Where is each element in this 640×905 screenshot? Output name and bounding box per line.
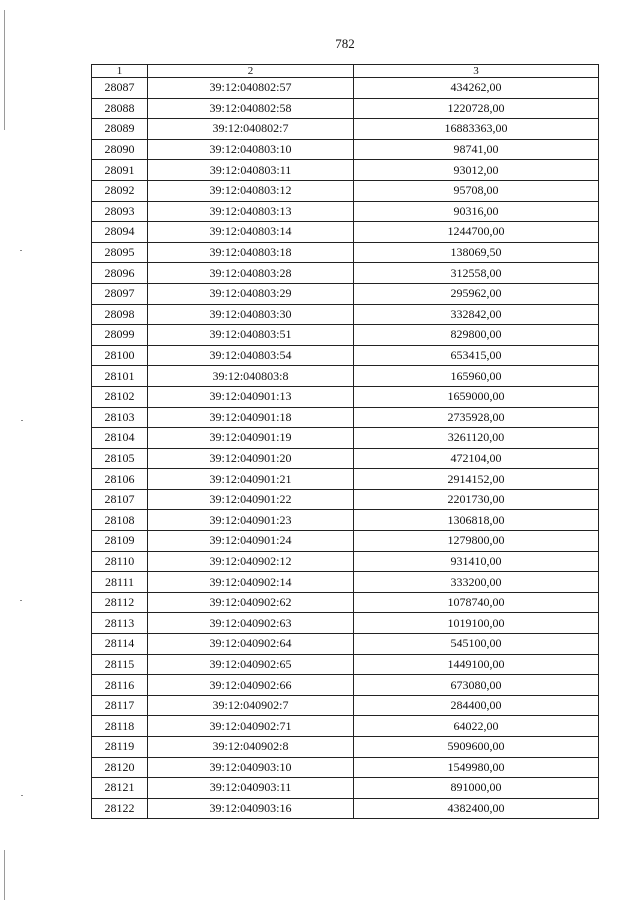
row-number-cell: 28105 (92, 448, 148, 469)
scan-speck (20, 250, 22, 251)
table-row (92, 304, 599, 325)
cadastral-value-cell: 434262,00 (354, 78, 599, 99)
cadastral-value-cell: 1279800,00 (354, 531, 599, 552)
cadastral-number-cell: 39:12:040803:12 (148, 180, 354, 201)
table-row (92, 695, 599, 716)
row-number-cell: 28122 (92, 798, 148, 819)
cadastral-value-cell: 545100,00 (354, 634, 599, 655)
cadastral-value-cell: 653415,00 (354, 345, 599, 366)
row-number-cell: 28089 (92, 119, 148, 140)
table-row (92, 428, 599, 449)
cadastral-value-cell: 333200,00 (354, 572, 599, 593)
cadastral-value-cell: 295962,00 (354, 283, 599, 304)
cadastral-number-cell: 39:12:040902:12 (148, 551, 354, 572)
table-row (92, 510, 599, 531)
cadastral-value-cell: 2735928,00 (354, 407, 599, 428)
row-number-cell: 28095 (92, 242, 148, 263)
row-number-cell: 28119 (92, 737, 148, 758)
row-number-cell: 28090 (92, 139, 148, 160)
table-row (92, 283, 599, 304)
cadastral-value-cell: 472104,00 (354, 448, 599, 469)
table-row (92, 407, 599, 428)
cadastral-number-cell: 39:12:040803:13 (148, 201, 354, 222)
cadastral-value-cell: 1549980,00 (354, 757, 599, 778)
row-number-cell: 28092 (92, 180, 148, 201)
cadastral-value-cell: 1078740,00 (354, 592, 599, 613)
cadastral-value-cell: 16883363,00 (354, 119, 599, 140)
scan-speck (21, 420, 23, 421)
cadastral-number-cell: 39:12:040902:64 (148, 634, 354, 655)
column-header-3: 3 (354, 65, 599, 78)
table-row (92, 263, 599, 284)
row-number-cell: 28088 (92, 98, 148, 119)
cadastral-number-cell: 39:12:040902:7 (148, 695, 354, 716)
table-row (92, 242, 599, 263)
cadastral-number-cell: 39:12:040902:66 (148, 675, 354, 696)
cadastral-number-cell: 39:12:040901:13 (148, 386, 354, 407)
row-number-cell: 28106 (92, 469, 148, 490)
table-row (92, 778, 599, 799)
cadastral-value-cell: 1244700,00 (354, 222, 599, 243)
table-row (92, 634, 599, 655)
table-row (92, 222, 599, 243)
row-number-cell: 28107 (92, 489, 148, 510)
cadastral-value-cell: 93012,00 (354, 160, 599, 181)
cadastral-number-cell: 39:12:040802:7 (148, 119, 354, 140)
row-number-cell: 28120 (92, 757, 148, 778)
row-number-cell: 28096 (92, 263, 148, 284)
cadastral-value-cell: 1019100,00 (354, 613, 599, 634)
cadastral-number-cell: 39:12:040901:23 (148, 510, 354, 531)
table-header-row (92, 65, 599, 78)
table-row (92, 531, 599, 552)
table-row (92, 201, 599, 222)
row-number-cell: 28091 (92, 160, 148, 181)
cadastral-number-cell: 39:12:040803:14 (148, 222, 354, 243)
binding-edge-mark-top (4, 10, 5, 130)
cadastral-number-cell: 39:12:040901:19 (148, 428, 354, 449)
row-number-cell: 28087 (92, 78, 148, 99)
table-row (92, 654, 599, 675)
cadastral-value-cell: 4382400,00 (354, 798, 599, 819)
row-number-cell: 28100 (92, 345, 148, 366)
table-row (92, 757, 599, 778)
cadastral-number-cell: 39:12:040802:58 (148, 98, 354, 119)
cadastral-number-cell: 39:12:040903:16 (148, 798, 354, 819)
cadastral-number-cell: 39:12:040902:63 (148, 613, 354, 634)
cadastral-value-cell: 2201730,00 (354, 489, 599, 510)
column-header-2: 2 (148, 65, 354, 78)
cadastral-number-cell: 39:12:040902:65 (148, 654, 354, 675)
cadastral-value-cell: 332842,00 (354, 304, 599, 325)
row-number-cell: 28099 (92, 325, 148, 346)
table-row (92, 98, 599, 119)
row-number-cell: 28104 (92, 428, 148, 449)
cadastral-number-cell: 39:12:040803:10 (148, 139, 354, 160)
cadastral-value-cell: 165960,00 (354, 366, 599, 387)
row-number-cell: 28110 (92, 551, 148, 572)
cadastral-number-cell: 39:12:040902:62 (148, 592, 354, 613)
row-number-cell: 28112 (92, 592, 148, 613)
cadastral-value-cell: 2914152,00 (354, 469, 599, 490)
table-row (92, 489, 599, 510)
cadastral-value-cell: 98741,00 (354, 139, 599, 160)
cadastral-number-cell: 39:12:040901:22 (148, 489, 354, 510)
table-row (92, 345, 599, 366)
table-row (92, 572, 599, 593)
cadastral-number-cell: 39:12:040903:10 (148, 757, 354, 778)
row-number-cell: 28108 (92, 510, 148, 531)
table-row (92, 592, 599, 613)
cadastral-number-cell: 39:12:040901:21 (148, 469, 354, 490)
row-number-cell: 28093 (92, 201, 148, 222)
table-row (92, 798, 599, 819)
cadastral-number-cell: 39:12:040803:11 (148, 160, 354, 181)
cadastral-value-cell: 1220728,00 (354, 98, 599, 119)
row-number-cell: 28111 (92, 572, 148, 593)
cadastral-value-cell: 95708,00 (354, 180, 599, 201)
table-body (92, 78, 599, 819)
table-row (92, 78, 599, 99)
cadastral-value-cell: 673080,00 (354, 675, 599, 696)
row-number-cell: 28102 (92, 386, 148, 407)
row-number-cell: 28113 (92, 613, 148, 634)
cadastral-number-cell: 39:12:040901:24 (148, 531, 354, 552)
cadastral-number-cell: 39:12:040803:30 (148, 304, 354, 325)
table-row (92, 325, 599, 346)
cadastral-value-cell: 1306818,00 (354, 510, 599, 531)
cadastral-number-cell: 39:12:040803:29 (148, 283, 354, 304)
cadastral-number-cell: 39:12:040803:28 (148, 263, 354, 284)
scan-speck (21, 795, 23, 796)
table-row (92, 716, 599, 737)
cadastral-number-cell: 39:12:040902:14 (148, 572, 354, 593)
cadastral-value-cell: 1659000,00 (354, 386, 599, 407)
row-number-cell: 28121 (92, 778, 148, 799)
cadastral-value-cell: 284400,00 (354, 695, 599, 716)
table-row (92, 737, 599, 758)
table-row (92, 366, 599, 387)
row-number-cell: 28116 (92, 675, 148, 696)
cadastral-value-table (91, 64, 599, 819)
cadastral-number-cell: 39:12:040803:51 (148, 325, 354, 346)
row-number-cell: 28115 (92, 654, 148, 675)
cadastral-value-cell: 64022,00 (354, 716, 599, 737)
cadastral-number-cell: 39:12:040902:8 (148, 737, 354, 758)
cadastral-value-cell: 90316,00 (354, 201, 599, 222)
row-number-cell: 28117 (92, 695, 148, 716)
cadastral-value-cell: 5909600,00 (354, 737, 599, 758)
cadastral-number-cell: 39:12:040802:57 (148, 78, 354, 99)
row-number-cell: 28101 (92, 366, 148, 387)
row-number-cell: 28094 (92, 222, 148, 243)
cadastral-number-cell: 39:12:040902:71 (148, 716, 354, 737)
table-row (92, 469, 599, 490)
row-number-cell: 28109 (92, 531, 148, 552)
cadastral-value-cell: 931410,00 (354, 551, 599, 572)
table-row (92, 448, 599, 469)
table-row (92, 160, 599, 181)
table-row (92, 119, 599, 140)
row-number-cell: 28098 (92, 304, 148, 325)
column-header-1: 1 (92, 65, 148, 78)
cadastral-value-cell: 312558,00 (354, 263, 599, 284)
cadastral-number-cell: 39:12:040903:11 (148, 778, 354, 799)
table-row (92, 613, 599, 634)
row-number-cell: 28118 (92, 716, 148, 737)
cadastral-value-cell: 1449100,00 (354, 654, 599, 675)
cadastral-number-cell: 39:12:040803:8 (148, 366, 354, 387)
cadastral-number-cell: 39:12:040803:18 (148, 242, 354, 263)
cadastral-number-cell: 39:12:040901:18 (148, 407, 354, 428)
scan-speck (20, 600, 22, 601)
row-number-cell: 28103 (92, 407, 148, 428)
table-row (92, 139, 599, 160)
cadastral-value-cell: 829800,00 (354, 325, 599, 346)
table-row (92, 180, 599, 201)
table-row (92, 675, 599, 696)
row-number-cell: 28097 (92, 283, 148, 304)
cadastral-value-cell: 891000,00 (354, 778, 599, 799)
table-row (92, 551, 599, 572)
page-number: 782 (335, 36, 355, 51)
cadastral-value-cell: 3261120,00 (354, 428, 599, 449)
table-row (92, 386, 599, 407)
cadastral-number-cell: 39:12:040901:20 (148, 448, 354, 469)
row-number-cell: 28114 (92, 634, 148, 655)
binding-edge-mark-bottom (4, 850, 5, 900)
cadastral-value-cell: 138069,50 (354, 242, 599, 263)
cadastral-number-cell: 39:12:040803:54 (148, 345, 354, 366)
